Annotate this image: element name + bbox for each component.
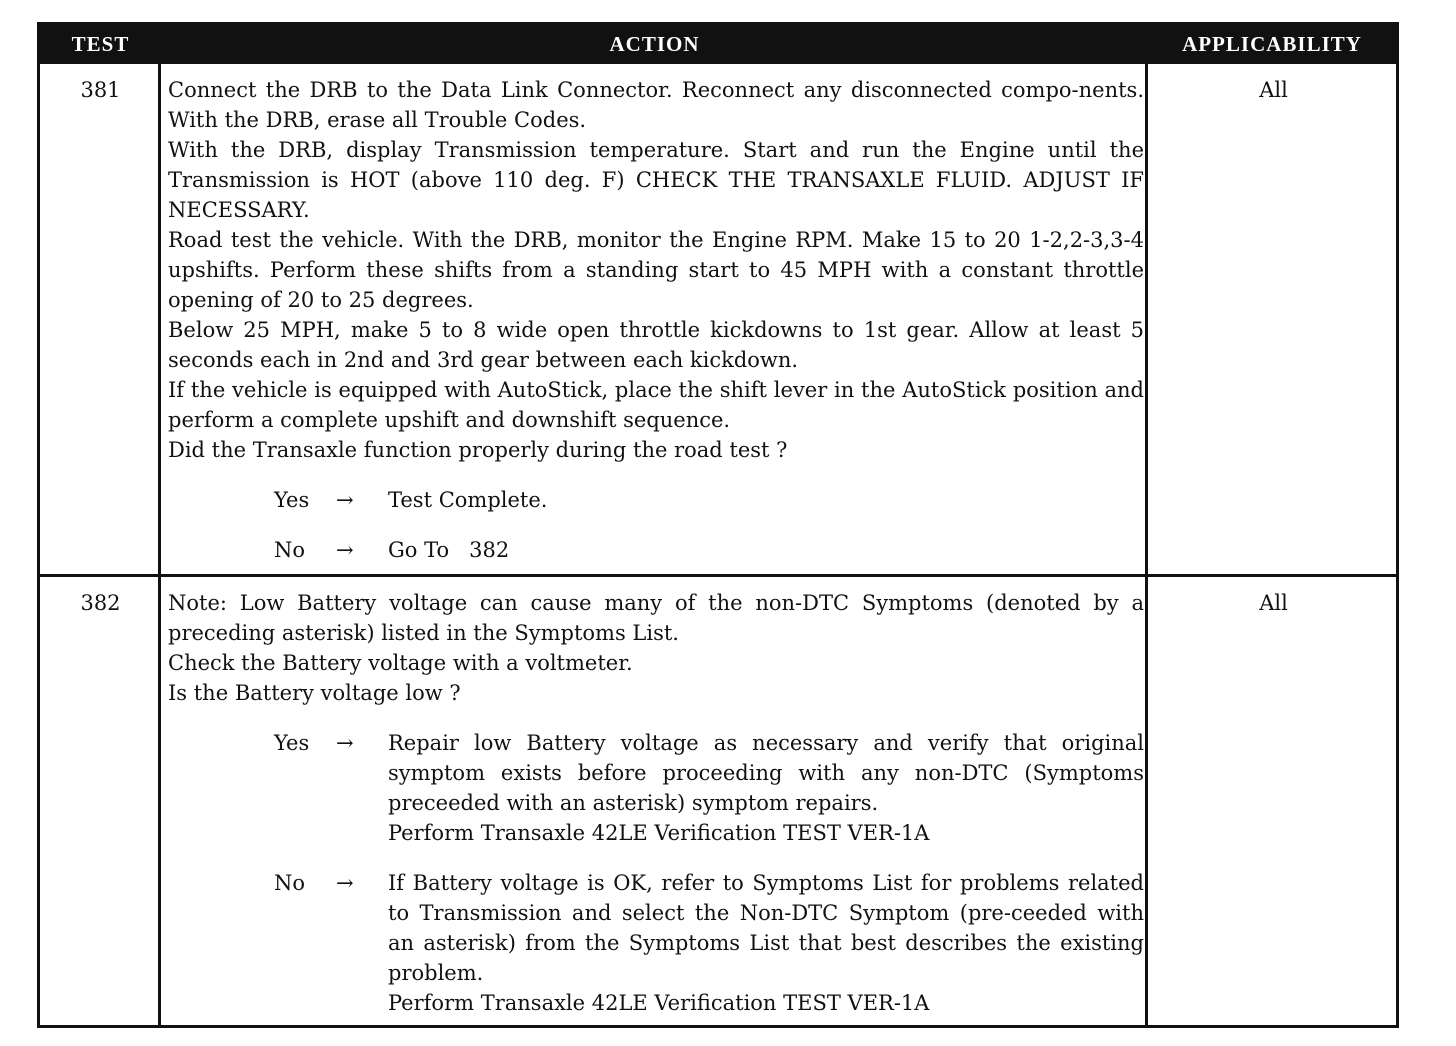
response-text [388,728,1144,848]
header-applicability: APPLICABILITY [1182,32,1362,56]
diagnostic-table [37,22,1399,1028]
response-line: Go To 382 [388,538,510,562]
right-arrow-icon: → [336,538,354,562]
right-arrow-icon: → [336,731,354,755]
header-test: TEST [71,32,130,56]
response-yes [168,728,1144,848]
table-row-382 [40,577,1396,1025]
right-arrow-icon: → [336,488,354,512]
response-yes [168,485,1144,515]
answer-label: No [274,538,306,562]
response-text [388,868,1144,1018]
response-line: Repair low Battery voltage as necessary and verify that original symptom exists before proceeding with any non-DTC (Symptoms preceeded with an asterisk) symptom repairs. [388,731,1144,815]
applicability-cell: All [1259,78,1288,102]
action-cell [168,75,1144,565]
test-number: 382 [80,591,121,615]
action-paragraph: Road test the vehicle. With the DRB, monitor the Engine RPM. Make 15 to 20 1-2,2-3,3-4 upshifts. Perform these shifts from a standing start to 45 MPH with a constant throttle opening of 20 to 25 degrees. [168,228,1144,312]
response-line: Perform Transaxle 42LE Verification TEST VER-1A [388,991,930,1015]
table-row-381 [40,64,1396,574]
answer-label: Yes [274,488,310,512]
action-paragraph: Connect the DRB to the Data Link Connector. Reconnect any disconnected compo-nents. With the DRB, erase all Trouble Codes. [168,78,1144,132]
response-text [388,535,1144,565]
applicability-cell: All [1259,591,1288,615]
response-line: Test Complete. [388,488,548,512]
answer-label: Yes [274,731,310,755]
response-line: If Battery voltage is OK, refer to Symptoms List for problems related to Transmission and select the Non-DTC Symptom (pre-ceeded with an asterisk) from the Symptoms List that best describes the existing problem. [388,871,1144,985]
test-number: 381 [80,78,121,102]
action-paragraph: If the vehicle is equipped with AutoStick, place the shift lever in the AutoStick position and perform a complete upshift and downshift sequence. [168,378,1144,432]
response-line: Perform Transaxle 42LE Verification TEST VER-1A [388,821,930,845]
action-paragraph: Note: Low Battery voltage can cause many of the non-DTC Symptoms (denoted by a preceding asterisk) listed in the Symptoms List. [168,591,1144,645]
action-paragraph: Below 25 MPH, make 5 to 8 wide open throttle kickdowns to 1st gear. Allow at least 5 seconds each in 2nd and 3rd gear between each kickdown. [168,318,1144,372]
response-no [168,868,1144,1018]
right-arrow-icon: → [336,871,354,895]
action-paragraph: Check the Battery voltage with a voltmeter. [168,651,633,675]
action-question: Did the Transaxle function properly during the road test ? [168,438,788,462]
action-cell [168,588,1144,1018]
table-header [40,25,1396,64]
response-no [168,535,1144,565]
action-question: Is the Battery voltage low ? [168,681,461,705]
action-paragraph: With the DRB, display Transmission temperature. Start and run the Engine until the Transmission is HOT (above 110 deg. F) CHECK THE TRANSAXLE FLUID. ADJUST IF NECESSARY. [168,138,1144,222]
header-action: ACTION [609,32,700,56]
answer-label: No [274,871,306,895]
response-text [388,485,1144,515]
